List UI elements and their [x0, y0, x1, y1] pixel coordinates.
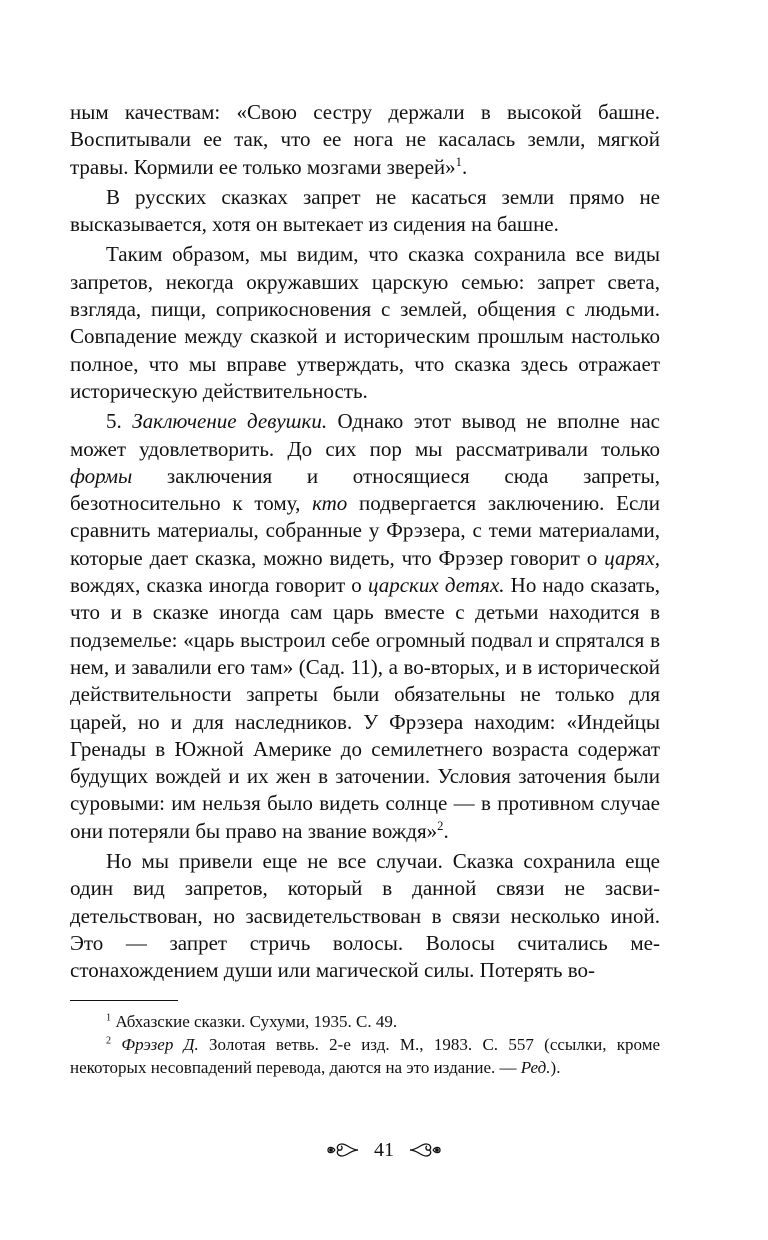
- text-run: заключения и относящиеся сюда запреты, безотносительно к тому,: [70, 463, 660, 516]
- paragraph-4: [70, 408, 660, 845]
- text-run: Но надо сказать, что и в сказке иногда сам царь вместе с детьми находится в подземелье: «царь выстроил себе огромный подвал и спрятался в нем, и завалили его там» (Сад. 11), а во-вторых, и в исторической действительности запреты были обязательны не только для царей, но и для наследников. У Фрэзера находим: «Индейцы Гренады в Южной Америке до семилетнего возраста содержат будущих вождей и их жен в заточении. Условия заточения были суровыми: им нельзя было видеть солнце — в противном случае они потеряли бы право на звание вождя»: [70, 573, 660, 843]
- text-run: Таким образом, мы видим, что сказка сохранила все виды запретов, некогда окружавших царскую семью: запрет света, взгляда, пищи, соприкосновения с землей, общения с людьми. Совпадение между сказкой и историческим прошлым настолько полное, что мы вправе утверждать, что сказка здесь отражает историческую действительность.: [70, 242, 660, 403]
- italic-word: царских детях.: [367, 573, 505, 598]
- text-run: В русских сказках запрет не касаться земли прямо не высказывается, хотя он вытекает из сидения на башне.: [70, 184, 660, 237]
- text-run: .: [443, 818, 449, 843]
- page-number: 41: [374, 1138, 394, 1161]
- text-run: 5.: [106, 409, 133, 434]
- main-text: [70, 99, 660, 985]
- text-run: Однако этот вывод не вполне нас может удовлетворить. До сих пор мы рассматривали только: [70, 409, 660, 461]
- text-run: вождях, сказка иногда говорит о: [70, 573, 368, 598]
- italic-word: формы: [70, 463, 133, 488]
- paragraph-5: [70, 848, 660, 984]
- footnote-editor: Ред.: [520, 1057, 551, 1077]
- paragraph-2: [70, 184, 660, 239]
- italic-word: царях,: [604, 545, 660, 570]
- paragraph-3: [70, 241, 660, 405]
- footnote-2: [70, 1034, 660, 1079]
- text-run: .: [461, 154, 468, 179]
- text-run: ным качествам: «Свою сестру держали в высокой башне. Воспитывали ее так, что ее нога не касалась земли, мягкой травы. Кормили ее только мозгами зверей»: [70, 100, 660, 179]
- floral-ornament-icon: [325, 1140, 359, 1160]
- floral-ornament-icon: [409, 1140, 443, 1160]
- footnote-divider: [70, 1000, 178, 1001]
- footnote-mark-2: 2: [106, 1035, 112, 1047]
- section-heading-italic: Заключение девушки.: [132, 409, 328, 434]
- footnote-text: Абхазские сказки. Сухуми, 1935. С. 49.: [115, 1012, 398, 1031]
- paragraph-1: [70, 99, 660, 181]
- italic-word: кто: [312, 491, 348, 516]
- page-footer: [0, 1138, 768, 1162]
- footnote-text: Золотая ветвь. 2-е изд. М., 1983. С. 557 (ссылки, кроме некоторых несовпадений перевода, даются на это издание. —: [70, 1035, 661, 1077]
- text-run: подвергается заключению. Если сравнить материалы, собранные у Фрэзера, с теми материалами, которые дает сказка, можно видеть, что Фрэзер говорит о: [70, 491, 661, 570]
- text-run: Но мы привели еще не все случаи. Сказка сохранила еще один вид запретов, который в данной связи не засвидетельствован, но засвидетельствован в связи несколько иной. Это — запрет стричь волосы. Волосы считались местонахождением души или магической силы. Потерять во-: [70, 849, 660, 983]
- footnote-text: ).: [550, 1057, 561, 1077]
- footnote-author: Фрэзер Д.: [121, 1035, 199, 1054]
- footnote-mark-1: 1: [106, 1012, 112, 1024]
- footnote-ref-1[interactable]: 1: [455, 154, 462, 169]
- footnote-ref-2[interactable]: 2: [437, 818, 444, 833]
- footnote-1: [70, 1011, 660, 1034]
